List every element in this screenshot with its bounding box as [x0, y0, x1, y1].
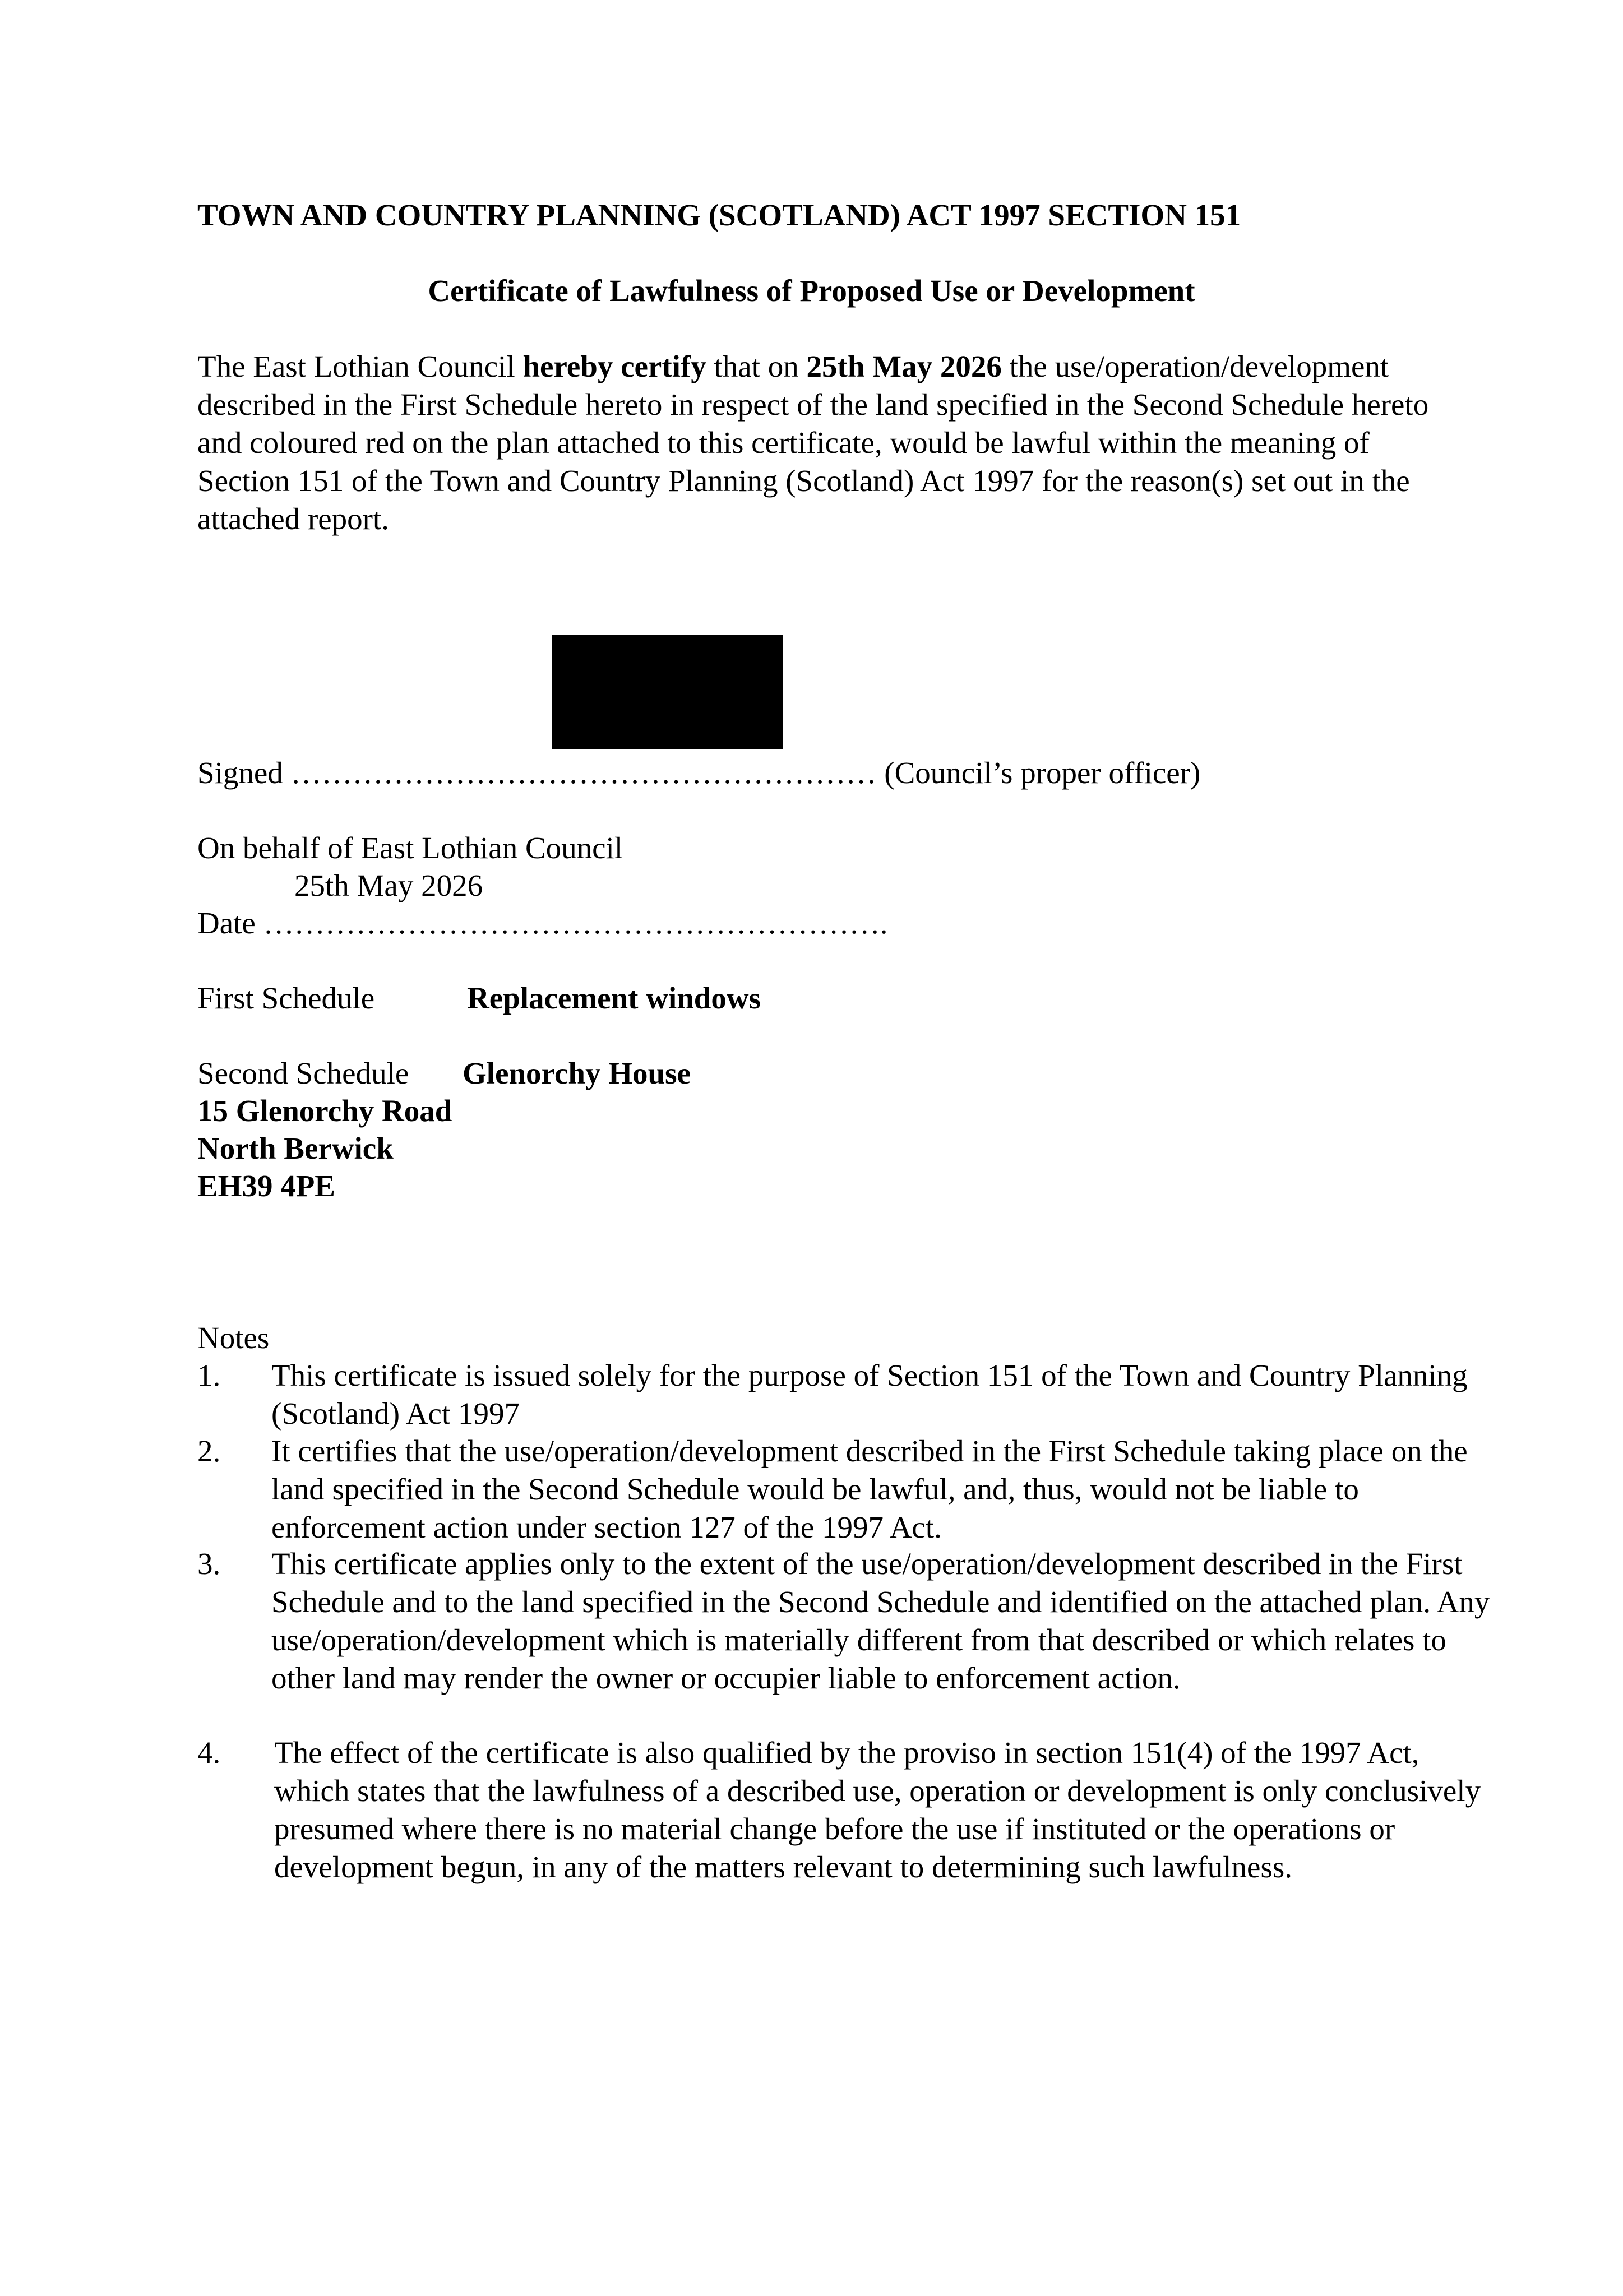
- note-text: This certificate applies only to the extent of the use/operation/development described in the First Schedule and to the land specified in the Second Schedule and identified on the attached plan. Any use/operation/development which is materially different from that described or which relates to other land may render the owner or occupier liable to enforcement action.: [271, 1547, 1490, 1695]
- certification-text-3: the use/operation/development described in the First Schedule hereto in respect of the land specified in the Second Schedule hereto and coloured red on the plan attached to this certificate, would be lawful within the meaning of Section 151 of the Town and Country Planning (Scotland) Act 1997 for the reason(s) set out in the attached report.: [197, 349, 1429, 536]
- date-line: Date …………………………………………………….: [197, 906, 888, 940]
- address-line-3: North Berwick: [197, 1131, 394, 1165]
- note-item: [197, 1357, 1468, 1433]
- address-line-2: 15 Glenorchy Road: [197, 1094, 452, 1128]
- note-number: 3.: [197, 1547, 221, 1581]
- certification-text-1: The East Lothian Council: [197, 349, 523, 383]
- certification-text-2: that on: [706, 349, 807, 383]
- note-number: 4.: [197, 1735, 221, 1770]
- document-heading: TOWN AND COUNTRY PLANNING (SCOTLAND) ACT 1997 SECTION 151: [197, 198, 1241, 232]
- certification-date: 25th May 2026: [806, 349, 1002, 383]
- note-item: [197, 1432, 1468, 1547]
- signed-line: Signed ………………………………………………… (Council’s proper officer): [197, 756, 1201, 790]
- second-schedule-label: Second Schedule: [197, 1056, 409, 1090]
- signature-date-value: 25th May 2026: [294, 868, 483, 902]
- note-item: [197, 1734, 1481, 1924]
- certification-hereby-certify: hereby certify: [522, 349, 706, 383]
- address-line-4: EH39 4PE: [197, 1169, 335, 1203]
- first-schedule-label: First Schedule: [197, 981, 375, 1015]
- note-item: [197, 1545, 1490, 1735]
- note-text: It certifies that the use/operation/development described in the First Schedule taking place on the land specified in the Second Schedule would be lawful, and, thus, would not be liable to enforcement action under section 127 of the 1997 Act.: [271, 1434, 1468, 1544]
- on-behalf-line: On behalf of East Lothian Council: [197, 831, 623, 865]
- first-schedule-value: Replacement windows: [467, 981, 761, 1015]
- note-number: 2.: [197, 1434, 221, 1468]
- note-text: This certificate is issued solely for the purpose of Section 151 of the Town and Country Planning (Scotland) Act 1997: [271, 1358, 1468, 1431]
- notes-heading: Notes: [197, 1321, 270, 1355]
- address-line-1: Glenorchy House: [463, 1056, 691, 1090]
- redacted-signature-block: [552, 635, 783, 749]
- certificate-title-text: Certificate of Lawfulness of Proposed Use or Development: [428, 274, 1195, 308]
- certificate-title: [0, 273, 1623, 308]
- note-number: 1.: [197, 1358, 221, 1392]
- note-text: The effect of the certificate is also qualified by the proviso in section 151(4) of the 1997 Act, which states that the lawfulness of a described use, operation or development is only conclusively presumed where there is no material change before the use if instituted or the operations or development begun, in any of the matters relevant to determining such lawfulness.: [274, 1735, 1481, 1884]
- certification-paragraph: [197, 348, 1436, 538]
